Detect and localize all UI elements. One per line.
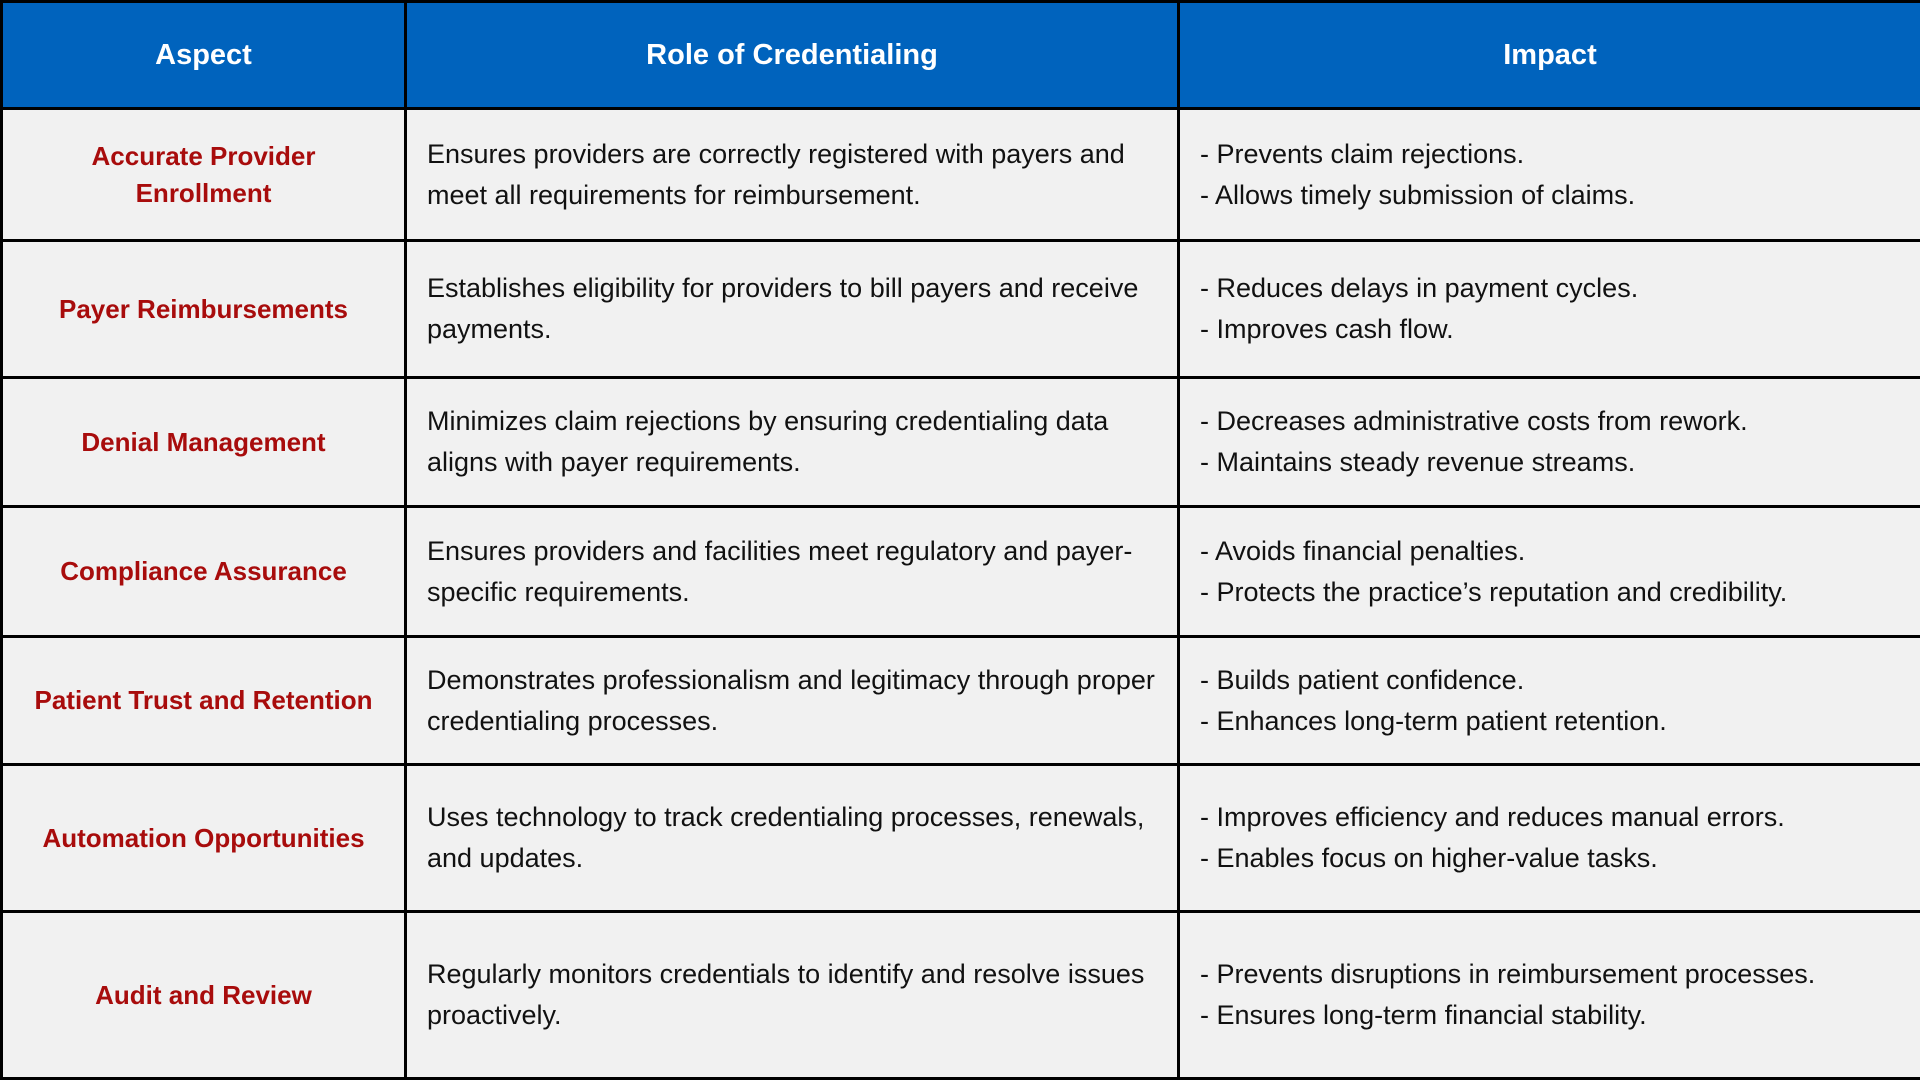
role-cell: Establishes eligibility for providers to bill payers and receive payments.	[406, 241, 1179, 378]
impact-cell	[1179, 912, 1920, 1079]
impact-item: - Enhances long-term patient retention.	[1200, 705, 1667, 736]
role-cell: Ensures providers and facilities meet regulatory and payer-specific requirements.	[406, 507, 1179, 637]
header-aspect: Aspect	[2, 2, 406, 109]
impact-item: - Prevents claim rejections.	[1200, 138, 1525, 169]
aspect-cell: Patient Trust and Retention	[2, 637, 406, 765]
role-cell: Regularly monitors credentials to identify and resolve issues proactively.	[406, 912, 1179, 1079]
table-row	[2, 241, 1920, 378]
impact-item: - Improves cash flow.	[1200, 314, 1454, 344]
impact-cell	[1179, 378, 1920, 507]
header-role: Role of Credentialing	[406, 2, 1179, 109]
aspect-cell: Accurate Provider Enrollment	[2, 109, 406, 241]
aspect-cell: Audit and Review	[2, 912, 406, 1079]
table-row	[2, 912, 1920, 1079]
header-row	[2, 2, 1920, 109]
role-cell: Minimizes claim rejections by ensuring credentialing data aligns with payer requirements.	[406, 378, 1179, 507]
aspect-cell: Payer Reimbursements	[2, 241, 406, 378]
table-row	[2, 378, 1920, 507]
impact-cell	[1179, 109, 1920, 241]
role-cell: Uses technology to track credentialing processes, renewals, and updates.	[406, 765, 1179, 912]
impact-cell	[1179, 637, 1920, 765]
aspect-cell: Automation Opportunities	[2, 765, 406, 912]
table-row	[2, 637, 1920, 765]
impact-cell	[1179, 765, 1920, 912]
impact-item: - Builds patient confidence.	[1200, 664, 1525, 695]
table-row	[2, 507, 1920, 637]
impact-item: - Enables focus on higher-value tasks.	[1200, 843, 1658, 873]
table-row	[2, 765, 1920, 912]
impact-item: - Avoids financial penalties.	[1200, 535, 1526, 566]
impact-cell	[1179, 241, 1920, 378]
impact-item: - Reduces delays in payment cycles.	[1200, 273, 1639, 303]
aspect-cell: Denial Management	[2, 378, 406, 507]
role-cell: Ensures providers are correctly registered with payers and meet all requirements for reimbursement.	[406, 109, 1179, 241]
impact-item: - Protects the practice’s reputation and credibility.	[1200, 576, 1788, 607]
aspect-cell: Compliance Assurance	[2, 507, 406, 637]
table-row	[2, 109, 1920, 241]
impact-item: - Ensures long-term financial stability.	[1200, 1000, 1647, 1030]
impact-cell	[1179, 507, 1920, 637]
header-impact: Impact	[1179, 2, 1920, 109]
impact-item: - Allows timely submission of claims.	[1200, 179, 1636, 210]
impact-item: - Decreases administrative costs from rework.	[1200, 406, 1748, 436]
role-cell: Demonstrates professionalism and legitimacy through proper credentialing processes.	[406, 637, 1179, 765]
impact-item: - Prevents disruptions in reimbursement processes.	[1200, 959, 1816, 989]
impact-item: - Improves efficiency and reduces manual errors.	[1200, 802, 1785, 832]
impact-item: - Maintains steady revenue streams.	[1200, 447, 1636, 477]
